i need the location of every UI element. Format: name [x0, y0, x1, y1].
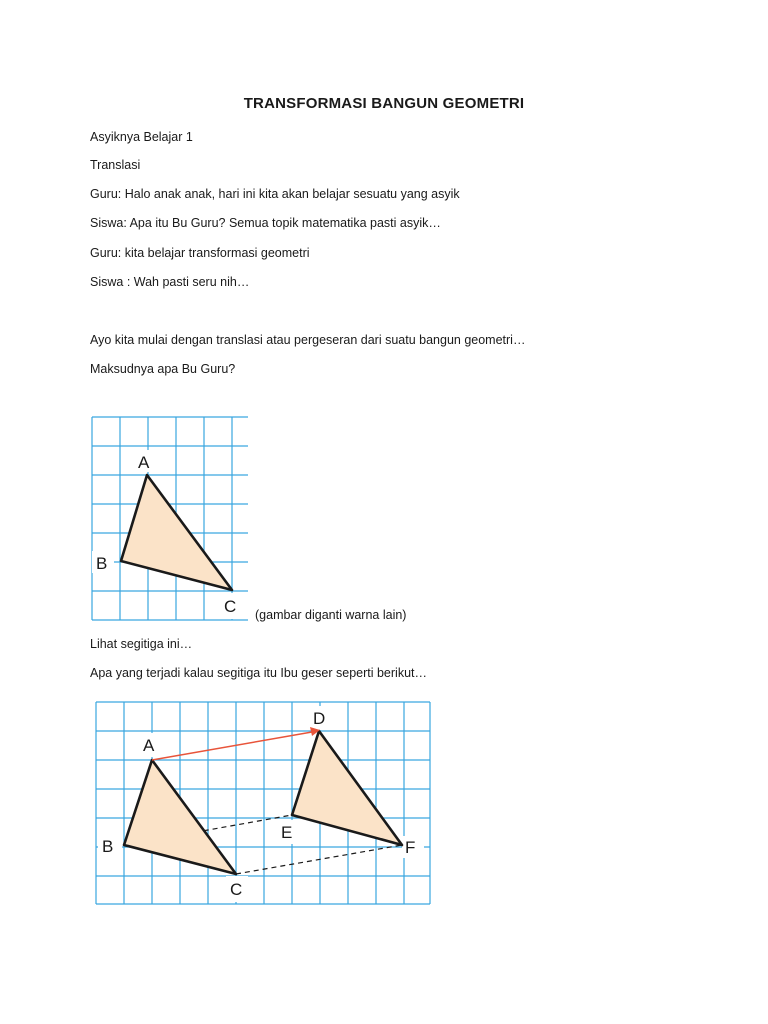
paragraph-question: Maksudnya apa Bu Guru?: [90, 362, 236, 376]
figure2-translation-grid: [94, 700, 434, 906]
figure2-dashed-cf: [236, 845, 402, 874]
dialog-line-siswa-1: Siswa: Apa itu Bu Guru? Semua topik matematika pasti asyik…: [90, 216, 441, 230]
figure2-triangle-def: [292, 731, 402, 845]
figure1-caption: (gambar diganti warna lain): [255, 608, 407, 622]
figure1-label-b: B: [96, 554, 108, 573]
heading-asyiknya-belajar: Asyiknya Belajar 1: [90, 130, 193, 144]
figure1-triangle-grid: [90, 415, 252, 622]
paragraph-shift-triangle: Apa yang terjadi kalau segitiga itu Ibu geser seperti berikut…: [90, 666, 427, 680]
heading-translasi: Translasi: [90, 158, 141, 172]
figure2-translation-arrow-line: [152, 732, 312, 760]
figure2-label-d: D: [313, 709, 326, 728]
figure2-label-f: F: [405, 838, 416, 857]
figure2-label-a: A: [143, 736, 155, 755]
dialog-line-guru-2: Guru: kita belajar transformasi geometri: [90, 246, 310, 260]
dialog-line-guru-1: Guru: Halo anak anak, hari ini kita akan belajar sesuatu yang asyik: [90, 187, 460, 201]
figure1-label-a: A: [138, 453, 150, 472]
figure2-label-b: B: [102, 837, 114, 856]
figure1-label-c: C: [224, 597, 237, 616]
dialog-line-siswa-2: Siswa : Wah pasti seru nih…: [90, 275, 250, 289]
figure2-label-c: C: [230, 880, 243, 899]
figure2-label-e: E: [281, 823, 293, 842]
document-title: TRANSFORMASI BANGUN GEOMETRI: [243, 95, 525, 112]
paragraph-intro: Ayo kita mulai dengan translasi atau pergeseran dari suatu bangun geometri…: [90, 333, 526, 347]
paragraph-look-triangle: Lihat segitiga ini…: [90, 637, 193, 651]
